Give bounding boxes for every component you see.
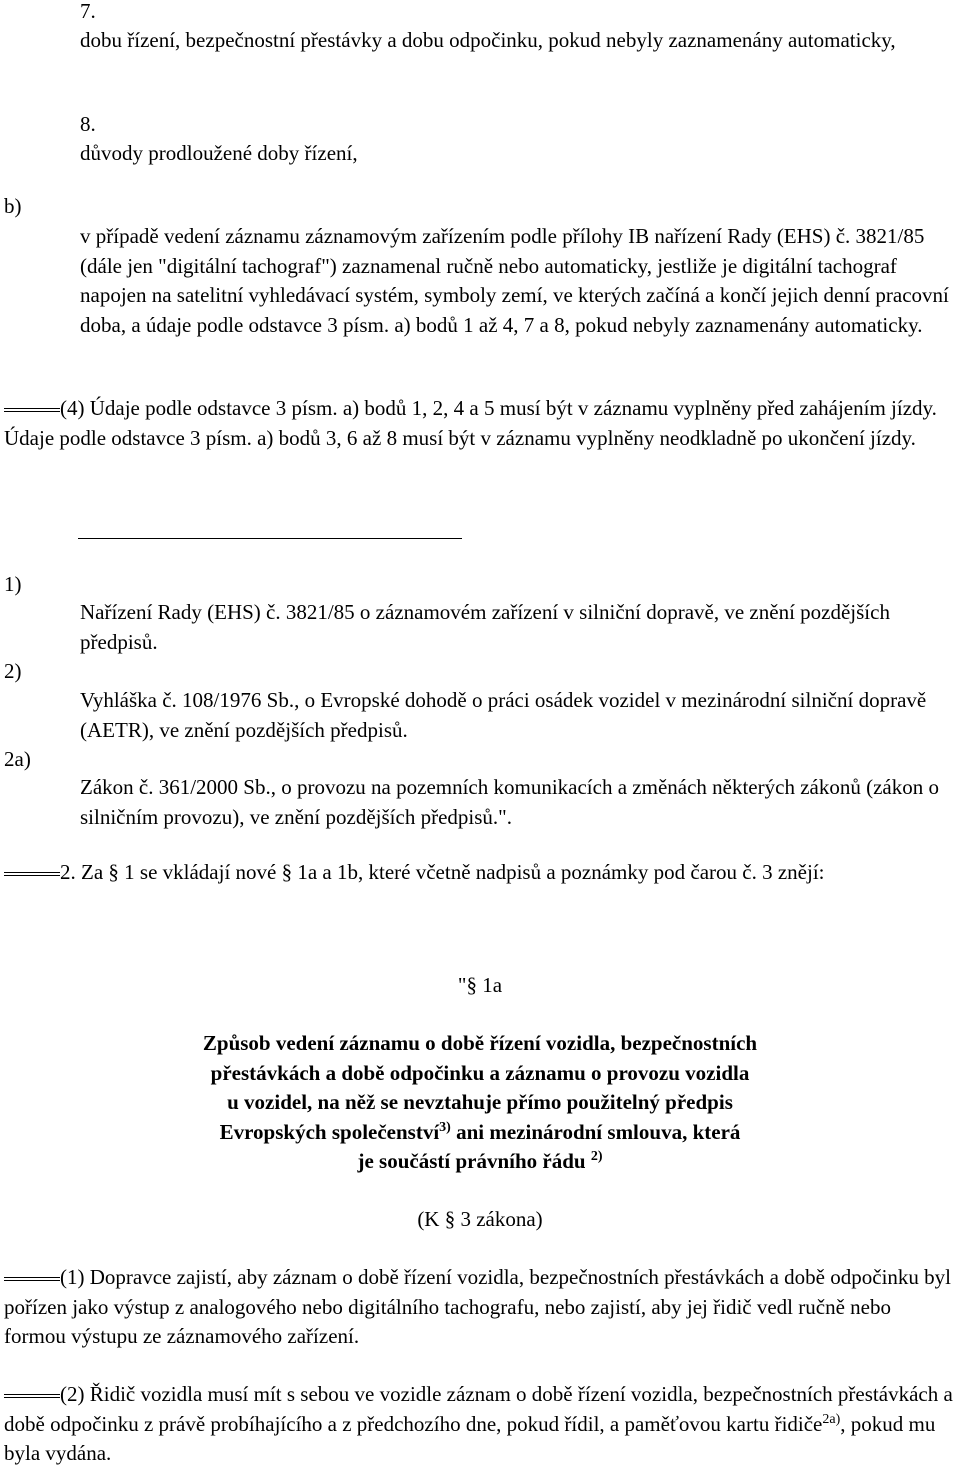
footnote-1-text: Nařízení Rady (EHS) č. 3821/85 o záznamovém zařízení v silniční dopravě, ve znění pozdějších předpisů. xyxy=(80,600,890,654)
item-7-number: 7. xyxy=(80,0,96,23)
footnote-ref-2: 2) xyxy=(590,1149,603,1164)
item-8-number: 8. xyxy=(80,112,96,136)
footnote-2-text: Vyhláška č. 108/1976 Sb., o Evropské dohodě o práci osádek vozidel v mezinárodní silniční dopravě (AETR), ve znění pozdějších předpisů. xyxy=(80,688,927,742)
paragraph-4: (4) Údaje podle odstavce 3 písm. a) bodů 1, 2, 4 a 5 musí být v záznamu vyplněny před zahájením jízdy. Údaje podle odstavce 3 písm. a) bodů 3, 6 až 8 musí být v záznamu vyplněny neodkladně po ukončení jízdy. xyxy=(4,396,937,450)
item-7-text: dobu řízení, bezpečnostní přestávky a dobu odpočinku, pokud nebyly zaznamenány automaticky, xyxy=(80,28,896,52)
section-heading xyxy=(0,1029,960,1177)
footnote-2-label: 2) xyxy=(4,659,22,683)
heading-line-3: u vozidel, na něž se nevztahuje přímo použitelný předpis xyxy=(227,1090,733,1114)
heading-line-1: Způsob vedení záznamu o době řízení vozidla, bezpečnostních xyxy=(202,1031,758,1055)
law-reference: (K § 3 zákona) xyxy=(417,1207,543,1231)
point-2: 2. Za § 1 se vkládají nové § 1a a 1b, které včetně nadpisů a poznámky pod čarou č. 3 znějí: xyxy=(4,858,954,888)
paragraph-2: (2) Řidič vozidla musí mít s sebou ve vozidle záznam o době řízení vozidla, bezpečnostních přestávkách a době odpočinku z právě probíhajícího a z předchozího dne, pokud řídil, a paměťovou kartu řidiče$^{2a)}$, pokud mu byla vydána. xyxy=(4,1382,953,1465)
paragraph-marker xyxy=(4,1283,60,1284)
heading-line-5: je součástí právního řádu $^{2)}$ xyxy=(357,1149,603,1173)
heading-line-2: přestávkách a době odpočinku a záznamu o provozu vozidla xyxy=(210,1060,750,1085)
item-b-text: v případě vedení záznamu záznamovým zařízením podle přílohy IB nařízení Rady (EHS) č. 3821/85 (dále jen "digitální tachograf") zaznamenal ručně nebo automaticky, jestliže je digitální tachograf napojen na satelitní vyhledávací systém, symboly zemí, ve kterých začíná a končí jejich denní pracovní doba, a údaje podle odstavce 3 písm. a) bodů 1 až 4, 7 a 8, pokud nebyly zaznamenány automaticky. xyxy=(80,224,949,337)
item-8-text: důvody prodloužené doby řízení, xyxy=(80,141,358,165)
footnote-ref-2a: 2a) xyxy=(822,1411,841,1427)
footnote-2a-label: 2a) xyxy=(4,747,31,771)
footnote-separator xyxy=(78,538,462,539)
item-b-label: b) xyxy=(4,194,22,218)
heading-line-4: Evropských společenství$^{3)}$ ani mezinárodní smlouva, která xyxy=(219,1119,741,1144)
footnote-ref-3: 3) xyxy=(439,1119,451,1135)
footnote-2a-text: Zákon č. 361/2000 Sb., o provozu na pozemních komunikacích a změnách některých zákonů (zákon o silničním provozu), ve znění pozdějších předpisů.". xyxy=(80,775,939,829)
section-mark: "§ 1a xyxy=(457,973,503,997)
paragraph-1: (1) Dopravce zajistí, aby záznam o době řízení vozidla, bezpečnostních přestávkách a době odpočinku byl pořízen jako výstup z analogového nebo digitálního tachografu, nebo zajistí, aby jej řidič vedl ručně nebo formou výstupu ze záznamového zařízení. xyxy=(4,1265,951,1348)
paragraph-marker xyxy=(4,878,60,879)
paragraph-marker xyxy=(4,414,60,415)
footnote-1-label: 1) xyxy=(4,572,22,596)
paragraph-marker xyxy=(4,1400,60,1401)
